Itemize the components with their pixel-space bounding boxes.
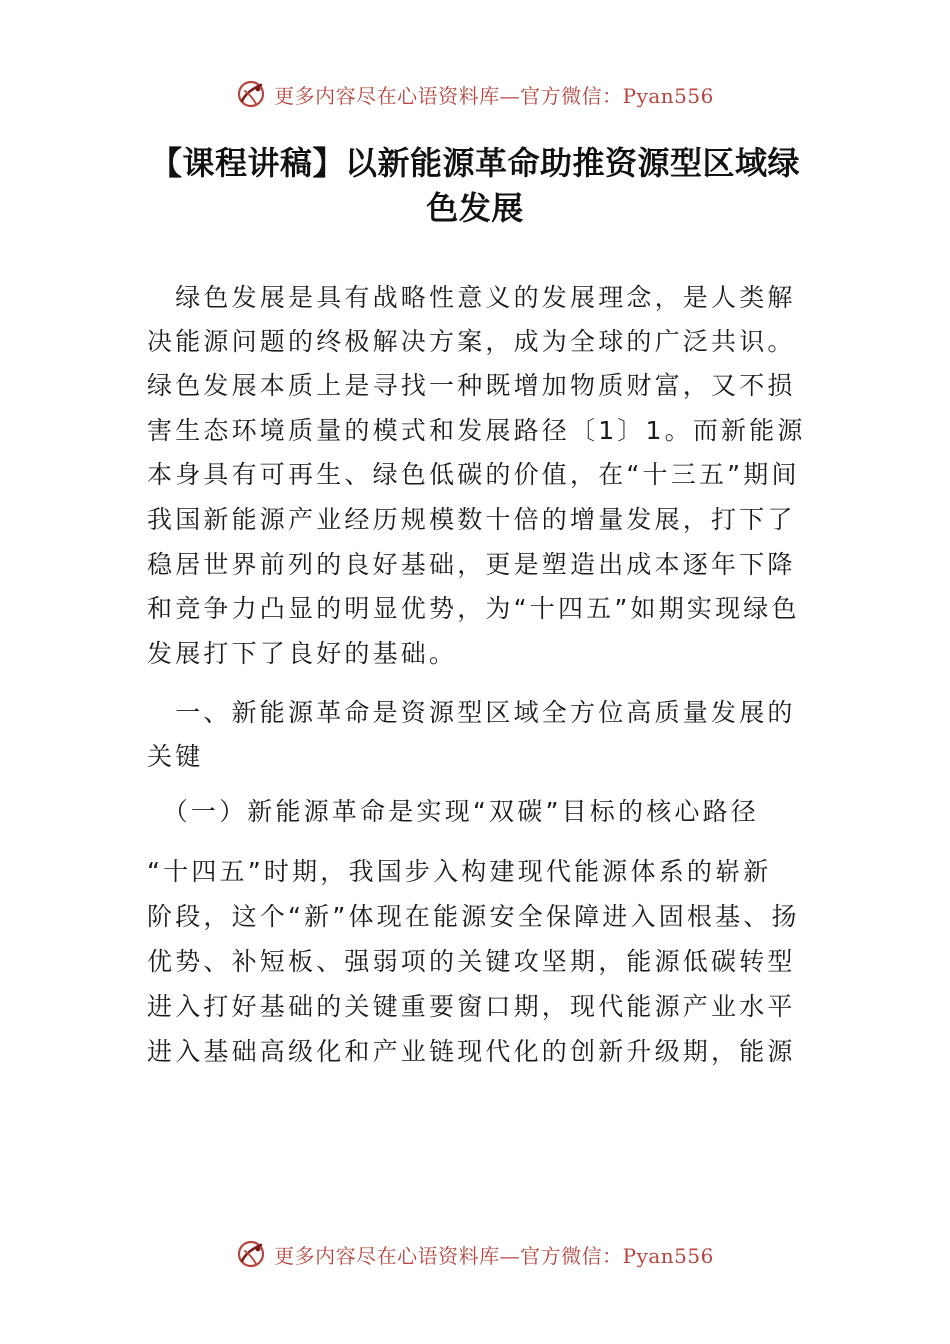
text-line-9: 发展打下了良好的基础。 (147, 639, 458, 668)
text-line-7: 稳居世界前列的良好基础，更是塑造出成本逐年下降 (147, 550, 796, 579)
text-line-2: 决能源问题的终极解决方案，成为全球的广泛共识。 (147, 327, 796, 356)
text-line-11: 阶段，这个“新”体现在能源安全保障进入固根基、扬 (147, 902, 800, 931)
text-line-5: 本身具有可再生、绿色低碳的价值，在“十三五”期间 (147, 460, 800, 489)
watermark-text: 更多内容尽在心语资料库—官方微信：Pyan556 (274, 1243, 714, 1268)
text-line-12: 优势、补短板、强弱项的关键攻坚期，能源低碳转型 (147, 947, 796, 976)
document-title-line-2: 色发展 (426, 189, 524, 227)
text-line-1: 绿色发展是具有战略性意义的发展理念，是人类解 (147, 283, 796, 312)
header-watermark (0, 74, 950, 114)
text-line-3: 绿色发展本质上是寻找一种既增加物质财富，又不损 (147, 371, 796, 400)
logo-icon (236, 79, 266, 109)
text-line-14: 进入基础高级化和产业链现代化的创新升级期，能源 (147, 1037, 796, 1066)
text-line-8: 和竞争力凸显的明显优势，为“十四五”如期实现绿色 (147, 594, 800, 623)
section-heading-line-1: 一、新能源革命是资源型区域全方位高质量发展的 (147, 698, 796, 727)
watermark-text: 更多内容尽在心语资料库—官方微信：Pyan556 (274, 83, 714, 108)
text-line-10: “十四五”时期，我国步入构建现代能源体系的崭新 (147, 857, 772, 886)
text-line-6: 我国新能源产业经历规模数十倍的增量发展，打下了 (147, 505, 796, 534)
section-heading-line-2: 关键 (147, 742, 204, 771)
text-line-4: 害生态环境质量的模式和发展路径〔1〕1。而新能源 (147, 416, 806, 445)
document-title-line-1: 【课程讲稿】以新能源革命助推资源型区域绿 (149, 144, 800, 182)
text-line-13: 进入打好基础的关键重要窗口期，现代能源产业水平 (147, 992, 796, 1021)
footer-watermark (0, 1234, 950, 1274)
subsection-heading: （一）新能源革命是实现“双碳”目标的核心路径 (147, 797, 760, 826)
logo-icon (236, 1239, 266, 1269)
